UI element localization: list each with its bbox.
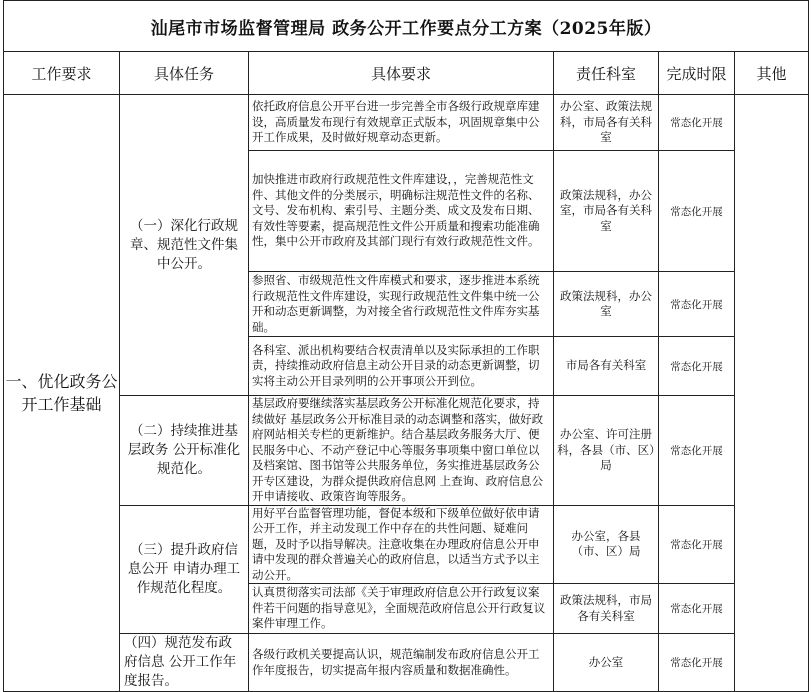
dept-cell: 市局各有关科室 [554, 337, 659, 396]
header-row [4, 52, 809, 95]
table-row [4, 95, 809, 151]
detail-cell: 认真贯彻落实司法部《关于审理政府信息公开行政复议案件若干问题的指导意见》，全面规范政府信息公开行政复议案件审理工作。 [249, 584, 554, 634]
detail-cell: 各科室、派出机构要结合权责清单以及实际承担的工作职责，持续推动政府信息主动公开目录的动态更新调整，切实将主动公开目录列明的公开事项公开到位。 [249, 337, 554, 396]
dept-cell: 办公室、政策法规科，市局各有关科室 [554, 95, 659, 151]
task-label: （一）深化行政规章、规范性文件集中公开。 [120, 95, 249, 396]
task-label: （二）持续推进基层政务 公开标准化规范化。 [120, 396, 249, 506]
detail-cell: 依托政府信息公开平台进一步完善全市各级行政规章库建设，高质量发布现行有效规章正式版本，巩固规章集中公开工作成果，及时做好规章动态更新。 [249, 95, 554, 151]
header-task: 具体任务 [120, 52, 249, 95]
document-title: 汕尾市市场监督管理局 政务公开工作要点分工方案（2025年版） [4, 1, 809, 52]
deadline-cell: 常态化开展 [659, 95, 735, 151]
deadline-cell: 常态化开展 [659, 505, 735, 584]
task-label: （三）提升政府信息公开 申请办理工作规范化程度。 [120, 505, 249, 634]
table-row [4, 634, 809, 692]
deadline-cell: 常态化开展 [659, 272, 735, 337]
deadline-cell: 常态化开展 [659, 151, 735, 272]
detail-cell: 参照省、市级规范性文件库模式和要求，逐步推进本系统行政规范性文件库建设，实现行政规范性文件集中统一公开和动态更新调整，为对接全省行政规范性文件库夯实基础。 [249, 272, 554, 337]
dept-cell: 办公室 [554, 634, 659, 692]
detail-cell: 各级行政机关要提高认识，规范编制发布政府信息公开工作年度报告，切实提高年报内容质量和数据准确性。 [249, 634, 554, 692]
dept-cell: 政策法规科，办公室 [554, 272, 659, 337]
dept-cell: 政策法规科，市局各有关科室 [554, 584, 659, 634]
header-other: 其他 [735, 52, 809, 95]
detail-cell: 加快推进市政府行政规范性文件库建设，，完善规范性文件、其他文件的分类展示，明确标注规范性文件的名称、文号、发布机构、索引号、主题分类、成文及发布日期、有效性等要素，提高规范性文件公开质量和搜索功能准确性，集中公开市政府及其部门现行有效行政规范性文件。 [249, 151, 554, 272]
deadline-cell: 常态化开展 [659, 634, 735, 692]
dept-cell: 办公室，各县（市、区）局 [554, 505, 659, 584]
detail-cell: 用好平台监督管理功能，督促本级和下级单位做好依申请公开工作，并主动发现工作中存在的共性问题、疑难问题，及时予以指导解决。注意收集在办理政府信息公开申请中发现的群众普遍关心的政府信息，以适当方式予以主动公开。 [249, 505, 554, 584]
dept-cell: 办公室、许可注册科，各县（市、区）局 [554, 396, 659, 506]
table-row [4, 396, 809, 506]
table-row [4, 505, 809, 584]
header-dept: 责任科室 [554, 52, 659, 95]
header-detail: 具体要求 [249, 52, 554, 95]
deadline-cell: 常态化开展 [659, 396, 735, 506]
detail-cell: 基层政府要继续落实基层政务公开标准化规范化要求，持续做好 基层政务公开标准目录的动态调整和落实，做好政府网站相关专栏的更新维护。结合基层政务服务大厅、便民服务中心、不动产登记中心等服务事项集中窗口单位以及档案馆、图书馆等公共服务单位，务实推进基层政务公开专区建设，为群众提供政府信息网 上查询、政府信息公开申请接收、政策咨询等服务。 [249, 396, 554, 506]
deadline-cell: 常态化开展 [659, 584, 735, 634]
dept-cell: 政策法规科，办公室，市局各有关科室 [554, 151, 659, 272]
plan-table [3, 0, 809, 692]
deadline-cell: 常态化开展 [659, 337, 735, 396]
task-label: （四）规范发布政府信息 公开工作年度报告。 [120, 634, 249, 692]
header-requirement: 工作要求 [4, 52, 120, 95]
header-deadline: 完成时限 [659, 52, 735, 95]
section-label: 一、优化政务公开工作基础 [4, 95, 120, 692]
other-cell [735, 95, 809, 692]
